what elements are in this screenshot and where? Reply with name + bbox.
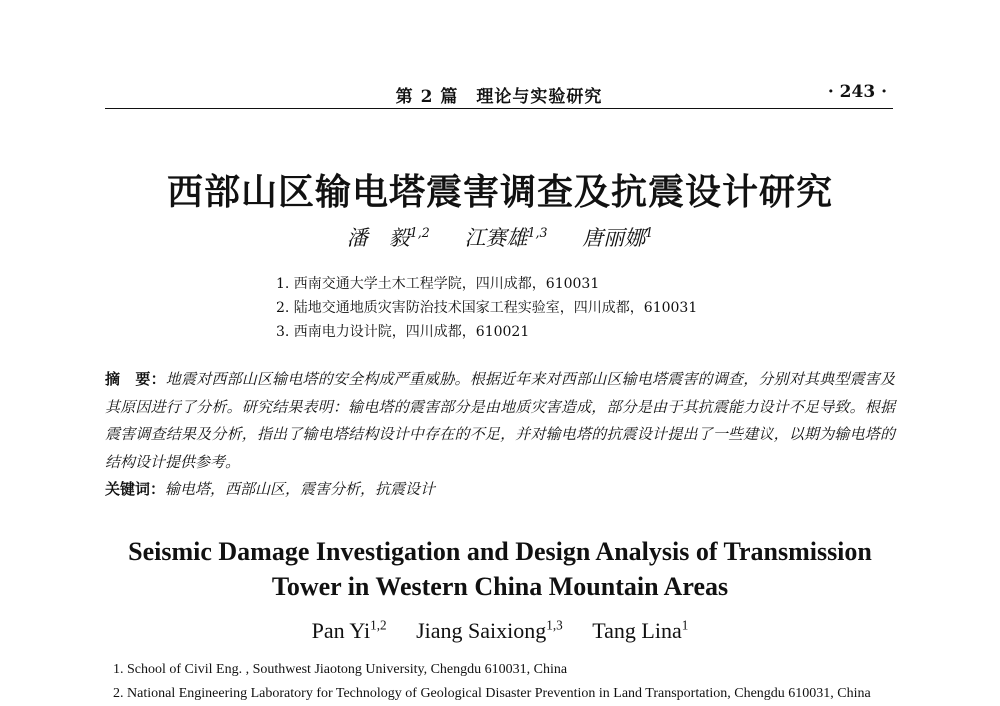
english-author: Tang Lina$^1$: [592, 617, 689, 643]
affiliation-line: 1. School of Civil Eng. , Southwest Jiaotong University, Chengdu 610031, China: [113, 662, 568, 677]
keywords-text: 输电塔，西部山区，震害分析，抗震设计: [165, 480, 436, 498]
section-label: 理论与实验研究: [476, 87, 603, 107]
english-author: Jiang Saixiong$^{1,3}$: [416, 617, 563, 643]
chinese-author: 唐丽娜$^1$: [582, 225, 654, 250]
chinese-abstract: [105, 366, 895, 476]
english-title: [0, 534, 1000, 604]
chinese-title: 西部山区输电塔震害调查及抗震设计研究: [166, 171, 833, 213]
running-head: [105, 76, 893, 109]
affiliation-line: 2. National Engineering Laboratory for Technology of Geological Disaster Prevention in Land Transportation, Chengdu 610031, China: [113, 686, 871, 701]
english-affiliations: [113, 658, 871, 706]
abstract-text: 地震对西部山区输电塔的安全构成严重威胁。根据近年来对西部山区输电塔震害的调查，分别对其典型震害及其原因进行了分析。研究结果表明：输电塔的震害部分是由地质灾害造成，部分是由于其抗震能力设计不足导致。根据震害调查结果及分析，指出了输电塔结构设计中存在的不足，并对输电塔的抗震设计提出了一些建议，以期为输电塔的结构设计提供参考。: [105, 370, 895, 471]
chinese-authors: [0, 222, 1000, 252]
affiliation-line: 1. 西南交通大学土木工程学院，四川成都，610031: [276, 276, 600, 292]
chinese-author: 潘 毅$^{1,2}$: [346, 225, 430, 250]
keywords-label: 关键词：: [105, 480, 166, 498]
running-head-title: [105, 82, 893, 107]
english-title-line: Tower in Western China Mountain Areas: [271, 572, 729, 601]
chinese-affiliations: [276, 272, 697, 344]
english-authors: [0, 618, 1000, 644]
page-number: · 243 ·: [827, 82, 887, 102]
chinese-keywords: [105, 478, 435, 499]
affiliation-line: 2. 陆地交通地质灾害防治技术国家工程实验室，四川成都，610031: [276, 300, 698, 316]
chinese-author: 江赛雄$^{1,3}$: [464, 225, 548, 250]
abstract-label: 摘 要：: [105, 370, 166, 388]
english-title-line: Seismic Damage Investigation and Design Analysis of Transmission: [128, 537, 872, 566]
english-author: Pan Yi$^{1,2}$: [311, 617, 387, 643]
affiliation-line: 3. 西南电力设计院，四川成都，610021: [276, 324, 530, 340]
part-label: 第 2 篇: [395, 87, 459, 107]
